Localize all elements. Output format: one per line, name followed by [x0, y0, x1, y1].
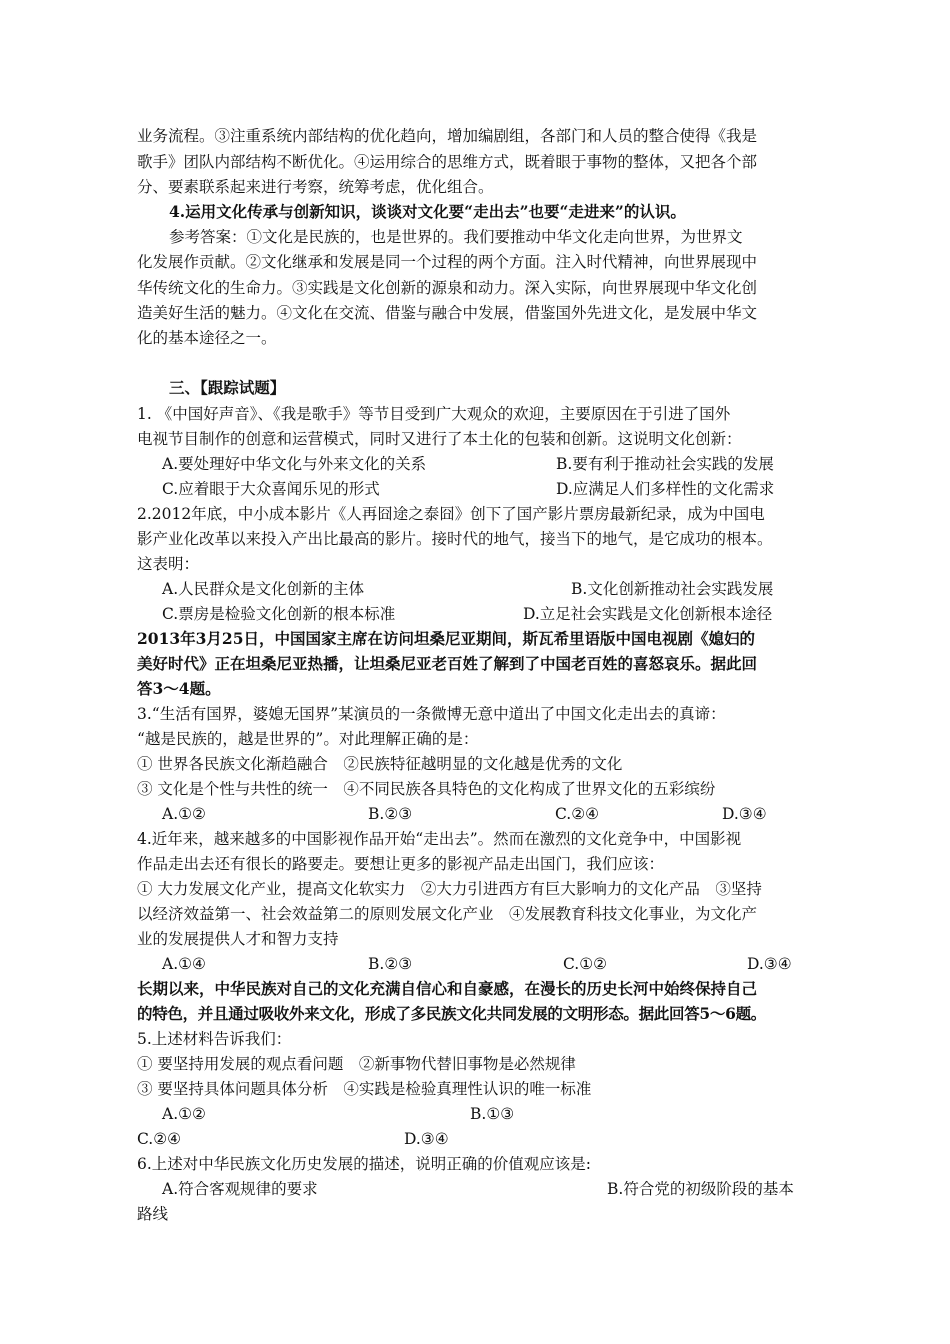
section-3-title: 三、【跟踪试题】 [169, 378, 286, 397]
q4-heading: 4.运用文化传承与创新知识，谈谈对文化要“走出去”也要“走进来”的认识。 [169, 202, 686, 221]
q2-option-c: C.票房是检验文化创新的根本标准 [162, 605, 396, 623]
q1-option-a: A.要处理好中华文化与外来文化的关系 [162, 455, 427, 473]
q5-line-3: ③ 要坚持具体问题具体分析 ④实践是检验真理性认识的唯一标准 [137, 1080, 592, 1098]
q2-line-3: 这表明： [137, 555, 200, 573]
q1-option-c: C.应着眼于大众喜闻乐见的形式 [162, 480, 380, 498]
q1-line-1: 1. 《中国好声音》、《我是歌手》等节目受到广大观众的欢迎，主要原因在于引进了国外 [137, 405, 731, 423]
q6-option-a: A.符合客观规律的要求 [162, 1180, 318, 1198]
q6-line-1: 6.上述对中华民族文化历史发展的描述，说明正确的价值观应该是: [137, 1155, 592, 1173]
q3-line-2: “越是民族的，越是世界的”。对此理解正确的是： [137, 730, 479, 748]
q3-line-3: ① 世界各民族文化渐趋融合 ②民族特征越明显的文化越是优秀的文化 [137, 755, 623, 773]
material-3-4-line-3: 答3～4题。 [137, 679, 221, 698]
q2-line-1: 2.2012年底，中小成本影片《人再囧途之泰囧》创下了国产影片票房最新纪录，成为中国电 [137, 505, 765, 523]
q3-option-c: C.②④ [555, 805, 600, 823]
q6-option-b: B.符合党的初级阶段的基本 [607, 1180, 794, 1198]
q3-option-b: B.②③ [368, 805, 413, 823]
q3-line-1: 3.“生活有国界，婆媳无国界”某演员的一条微博无意中道出了中国文化走出去的真谛： [137, 705, 726, 723]
intro-line-1: 业务流程。③注重系统内部结构的优化趋向，增加编剧组，各部门和人员的整合使得《我是 [137, 127, 758, 145]
material-3-4-line-2: 美好时代》正在坦桑尼亚热播，让坦桑尼亚老百姓了解到了中国老百姓的喜怒哀乐。据此回 [137, 654, 758, 673]
q3-option-a: A.①② [162, 805, 206, 823]
q4-option-c: C.①② [563, 955, 608, 973]
q3-option-d: D.③④ [722, 805, 767, 823]
q4-option-d: D.③④ [747, 955, 792, 973]
q2-option-b: B.文化创新推动社会实践发展 [571, 580, 774, 598]
material-5-6-line-2: 的特色，并且通过吸收外来文化，形成了多民族文化共同发展的文明形态。据此回答5～6题。 [137, 1004, 766, 1023]
q4-answer-line-4: 造美好生活的魅力。④文化在交流、借鉴与融合中发展，借鉴国外先进文化，是发展中华文 [137, 304, 758, 322]
q4-option-b: B.②③ [368, 955, 413, 973]
q5-option-d: D.③④ [404, 1130, 449, 1148]
material-3-4-line-1: 2013年3月25日，中国国家主席在访问坦桑尼亚期间，斯瓦希里语版中国电视剧《媳妇的 [137, 629, 755, 648]
q5-line-1: 5.上述材料告诉我们： [137, 1030, 292, 1048]
q5-option-c: C.②④ [137, 1130, 182, 1148]
q3-line-4: ③ 文化是个性与共性的统一 ④不同民族各具特色的文化构成了世界文化的五彩缤纷 [137, 780, 716, 798]
q5-option-a: A.①② [162, 1105, 206, 1123]
q1-option-d: D.应满足人们多样性的文化需求 [556, 480, 775, 498]
q4-answer-line-2: 化发展作贡献。②文化继承和发展是同一个过程的两个方面。注入时代精神，向世界展现中 [137, 253, 758, 271]
q5-line-2: ① 要坚持用发展的观点看问题 ②新事物代替旧事物是必然规律 [137, 1055, 576, 1073]
q4-line-5: 业的发展提供人才和智力支持 [137, 930, 339, 948]
q4-line-3: ① 大力发展文化产业，提高文化软实力 ②大力引进西方有巨大影响力的文化产品 ③坚持 [137, 880, 762, 898]
q4-answer-line-1: 参考答案：①文化是民族的，也是世界的。我们要推动中华文化走向世界，为世界文 [169, 228, 743, 246]
q2-option-a: A.人民群众是文化创新的主体 [162, 580, 365, 598]
q4-line-4: 以经济效益第一、社会效益第二的原则发展文化产业 ④发展教育科技文化事业，为文化产 [137, 905, 758, 923]
q4-line-2: 作品走出去还有很长的路要走。要想让更多的影视产品走出国门，我们应该： [137, 855, 665, 873]
q6-option-b-continued: 路线 [137, 1205, 169, 1223]
q4-option-a: A.①④ [162, 955, 206, 973]
q5-option-b: B.①③ [470, 1105, 515, 1123]
q4-answer-line-5: 化的基本途径之一。 [137, 329, 277, 347]
q1-option-b: B.要有利于推动社会实践的发展 [556, 455, 774, 473]
material-5-6-line-1: 长期以来，中华民族对自己的文化充满自信心和自豪感，在漫长的历史长河中始终保持自己 [137, 979, 758, 998]
intro-line-2: 歌手》团队内部结构不断优化。④运用综合的思维方式，既着眼于事物的整体，又把各个部 [137, 153, 758, 171]
q1-line-2: 电视节目制作的创意和运营模式，同时又进行了本土化的包装和创新。这说明文化创新： [137, 430, 742, 448]
q4-line-1: 4.近年来，越来越多的中国影视作品开始“走出去”。然而在激烈的文化竞争中，中国影视 [137, 830, 742, 848]
q2-line-2: 影产业化改革以来投入产出比最高的影片。接时代的地气，接当下的地气，是它成功的根本。 [137, 530, 773, 548]
q4-answer-line-3: 华传统文化的生命力。③实践是文化创新的源泉和动力。深入实际，向世界展现中华文化创 [137, 279, 758, 297]
intro-line-3: 分、要素联系起来进行考察，统筹考虑，优化组合。 [137, 178, 494, 196]
q2-option-d: D.立足社会实践是文化创新根本途径 [523, 605, 773, 623]
